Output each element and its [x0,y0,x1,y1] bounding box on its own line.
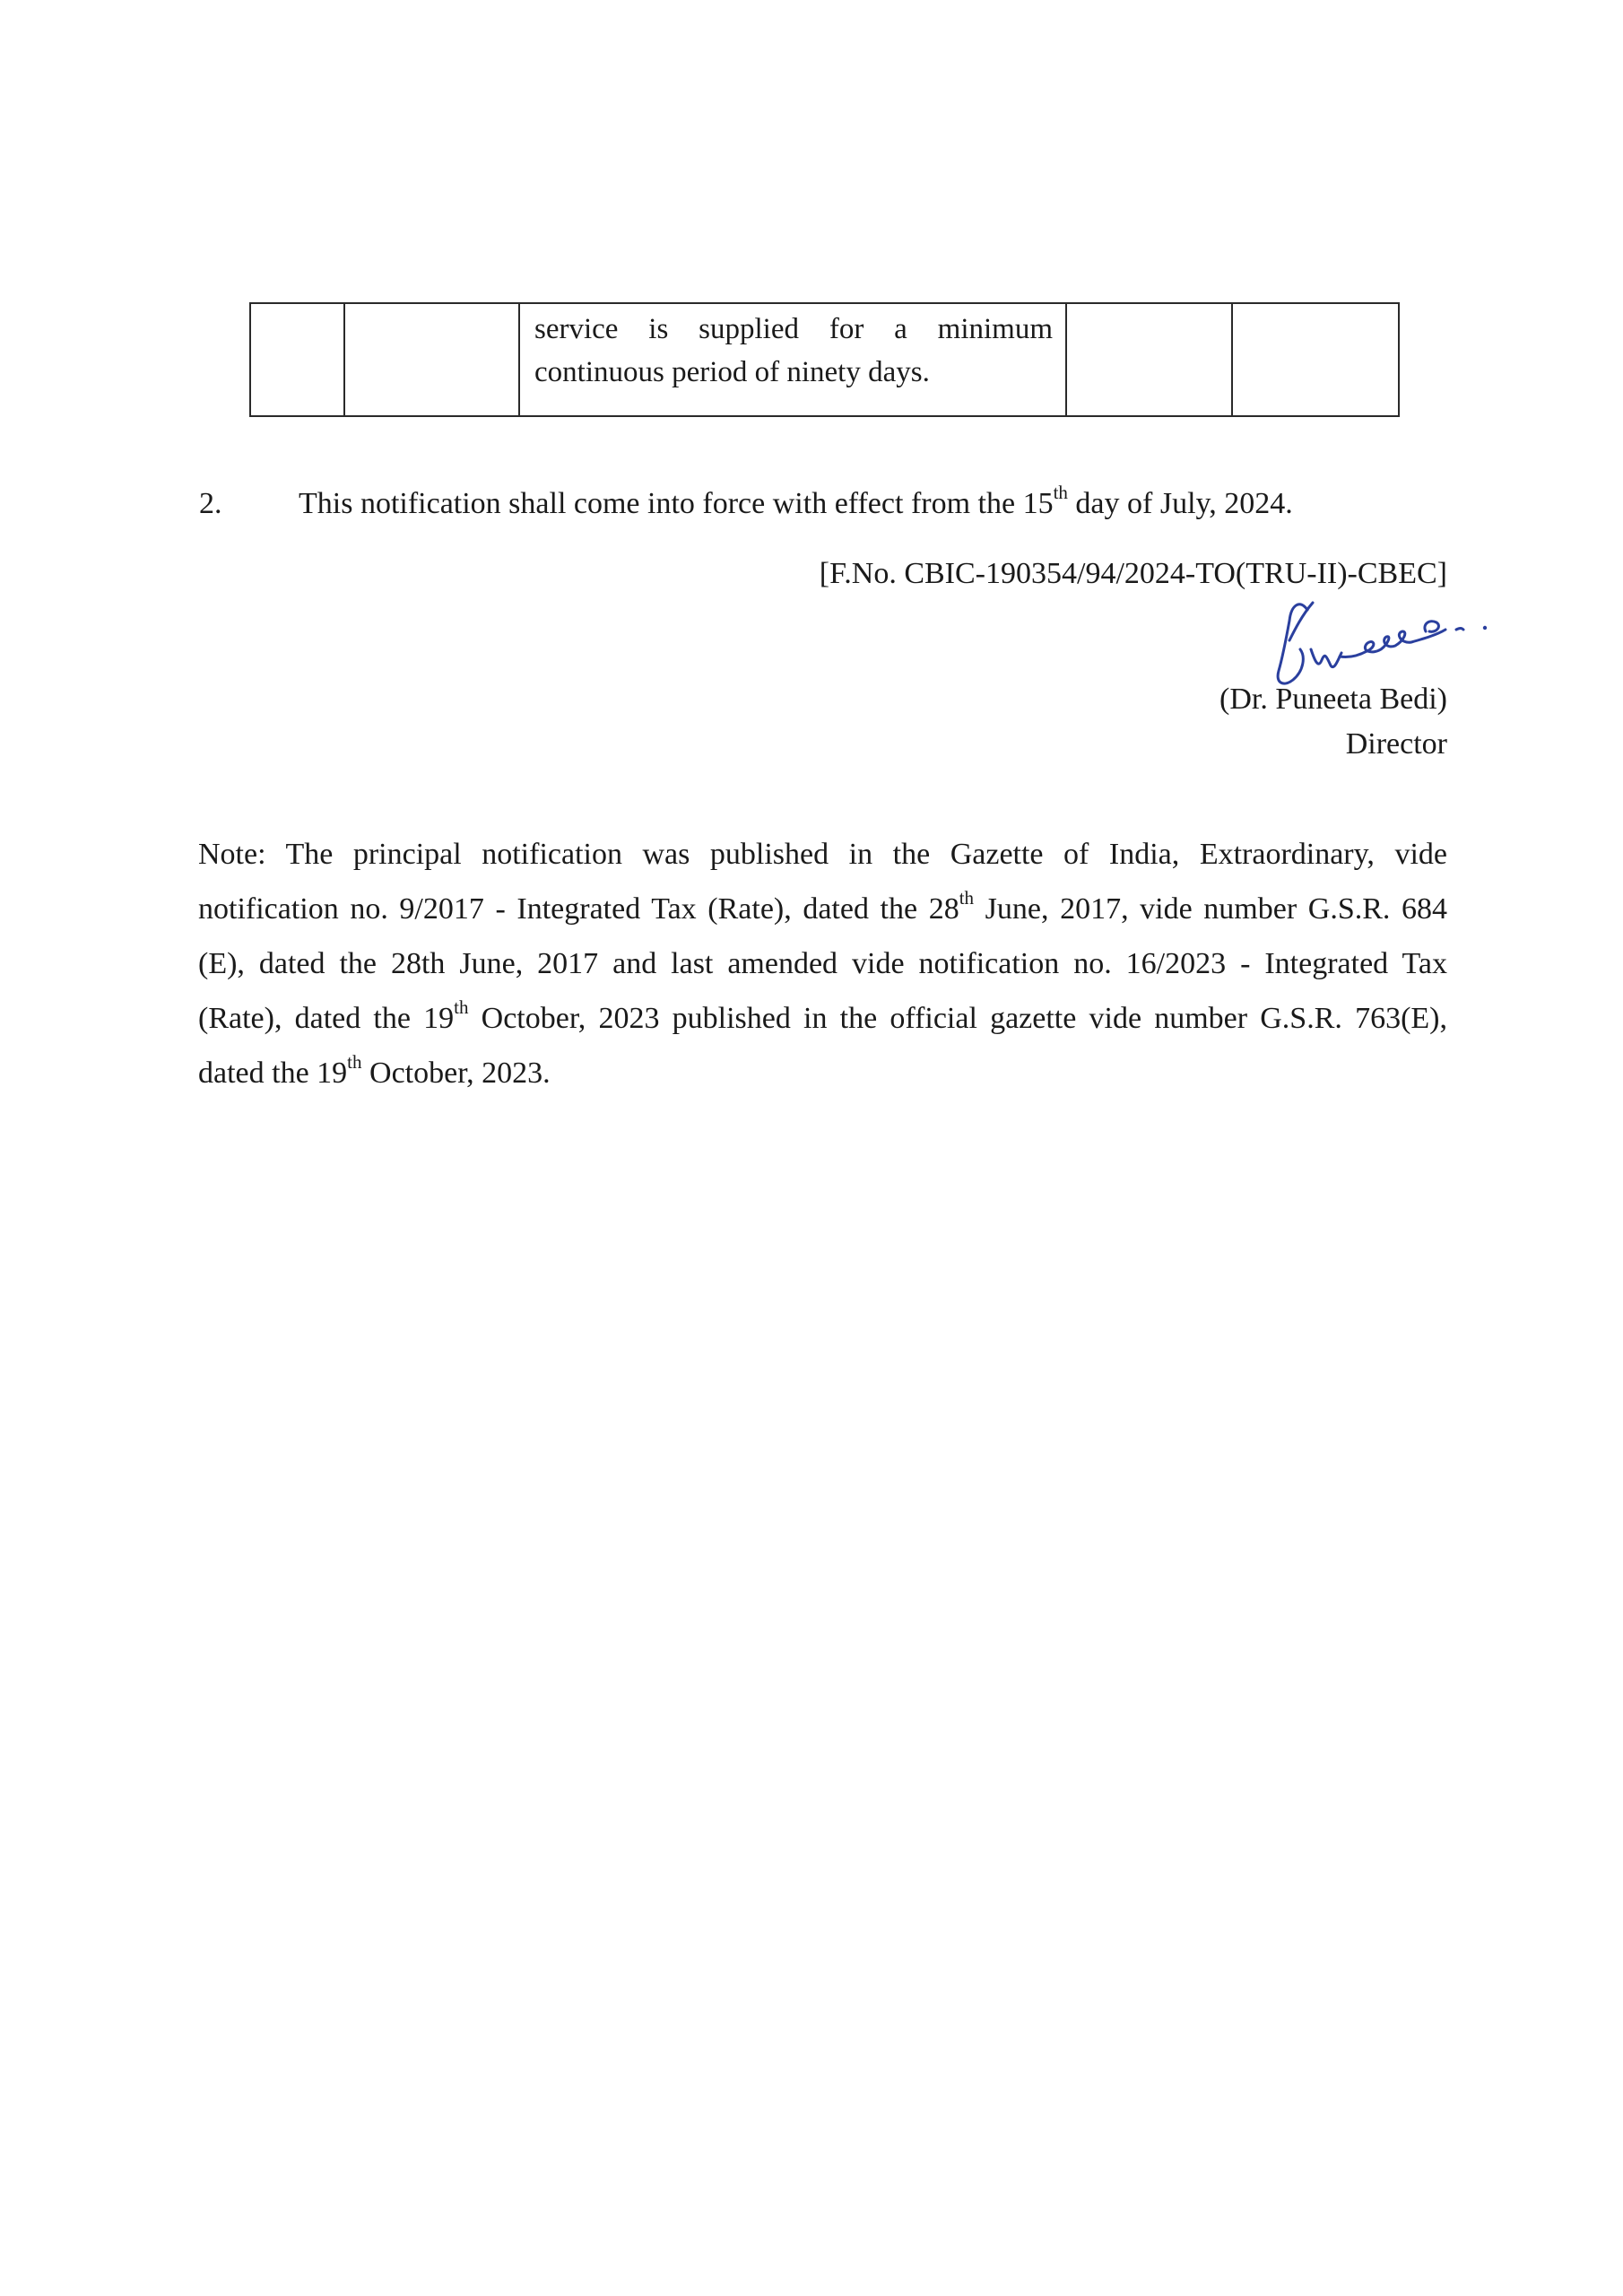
note-line [198,1046,1447,1100]
paragraph-text-part: This notification shall come into force with effect from the 15 [299,487,1054,520]
note-line [198,882,1447,936]
note-line [198,991,1447,1046]
ordinal-superscript: th [1053,481,1068,503]
note-line: Note: The principal notification was published in the Gazette of India, Extraordinary, vide [198,838,1447,871]
note-text-part: October, 2023. [361,1057,551,1090]
description-line: service is supplied for a minimum [534,313,1053,345]
table-row [250,303,1399,416]
ordinal-superscript: th [454,996,469,1018]
continuation-table [249,302,1400,417]
ordinal-superscript: th [347,1050,362,1073]
note-text-part: June, 2017, vide number G.S.R. 684 [974,892,1448,926]
ordinal-superscript: th [959,886,975,909]
file-number: [F.No. CBIC-190354/94/2024-TO(TRU-II)-CBEC] [819,557,1447,590]
paragraph-text-part: day of July, 2024. [1067,487,1293,520]
note-text-part: October, 2023 published in the official gazette vide number G.S.R. 763(E), [468,1002,1447,1035]
table-cell-heading [344,303,519,416]
note-text-part: (Rate), dated the 19 [198,1002,455,1035]
signatory-name: (Dr. Puneeta Bedi) [1219,683,1447,716]
table-cell-rate [1066,303,1232,416]
table-cell-description [519,303,1066,416]
note-text-part: notification no. 9/2017 - Integrated Tax (Rate), dated the 28 [198,892,959,926]
paragraph-number: 2. [199,487,222,520]
table-cell-serial [250,303,344,416]
description-line: continuous period of ninety days. [534,356,930,388]
paragraph-text [299,481,1293,524]
note-paragraph [198,827,1447,1100]
note-line: (E), dated the 28th June, 2017 and last amended vide notification no. 16/2023 - Integrated Tax [198,947,1447,980]
signatory-designation: Director [1345,727,1447,761]
table-cell-condition [1232,303,1399,416]
note-text-part: dated the 19 [198,1057,348,1090]
